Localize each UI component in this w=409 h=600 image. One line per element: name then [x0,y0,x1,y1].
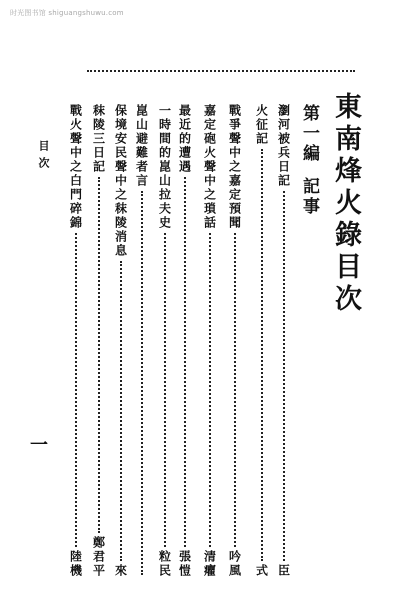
entry-author: 粒民 [157,550,172,578]
dot-leader [98,177,100,533]
toc-entry[interactable] [227,104,243,578]
watermark: 时光图书馆 shiguangshuwu.com [10,9,124,17]
dot-leader [120,261,122,561]
entry-title: 秣陵三日記 [91,104,106,174]
page-number: 一 [30,435,48,456]
dot-leader [141,191,143,575]
entry-author: 臣 [276,564,291,578]
dot-leader [261,149,263,561]
dot-leader [283,191,285,561]
toc-entry[interactable] [134,104,150,578]
entry-author: 張愷 [177,550,192,578]
entry-title: 保境安民聲中之秣陵消息 [113,104,128,258]
section-heading [297,104,322,217]
dot-leader [184,177,186,547]
entry-title: 戰火聲中之白門碎錦 [68,104,83,230]
entry-title: 崑山避難者言 [134,104,149,188]
toc-entry[interactable] [157,104,173,578]
dot-leader [234,233,236,547]
dot-leader [209,233,211,547]
toc-entry[interactable] [68,104,84,578]
entry-title: 戰爭聲中之嘉定預聞 [227,104,242,230]
section-name: 記事 [299,177,319,217]
entry-author: 陸機 [68,550,83,578]
toc-entry[interactable] [276,104,292,578]
entry-author: 清癯 [202,550,217,578]
dot-leader [75,233,77,547]
header-rule [87,70,355,80]
book-title: 東南烽火錄目次 [330,92,361,316]
entry-author: 吟風 [227,550,242,578]
toc-entry[interactable] [202,104,218,578]
entry-author: 鄭君平 [91,536,106,578]
section-number: 第一編 [299,104,319,164]
toc-entry[interactable] [254,104,270,578]
entry-title: 嘉定砲火聲中之瑣話 [202,104,217,230]
entry-title: 一時間的崑山拉夫史 [157,104,172,230]
entry-title: 最近的遭遇 [177,104,192,174]
entry-author: 來 [113,564,128,578]
running-title: 目次 [37,140,50,174]
toc-entry[interactable] [91,104,107,578]
entry-author: 式 [254,564,269,578]
toc-entry[interactable] [113,104,129,578]
toc-entry[interactable] [177,104,193,578]
entry-title: 火征記 [254,104,269,146]
entry-title: 瀏河被兵日記 [276,104,291,188]
dot-leader [164,233,166,547]
